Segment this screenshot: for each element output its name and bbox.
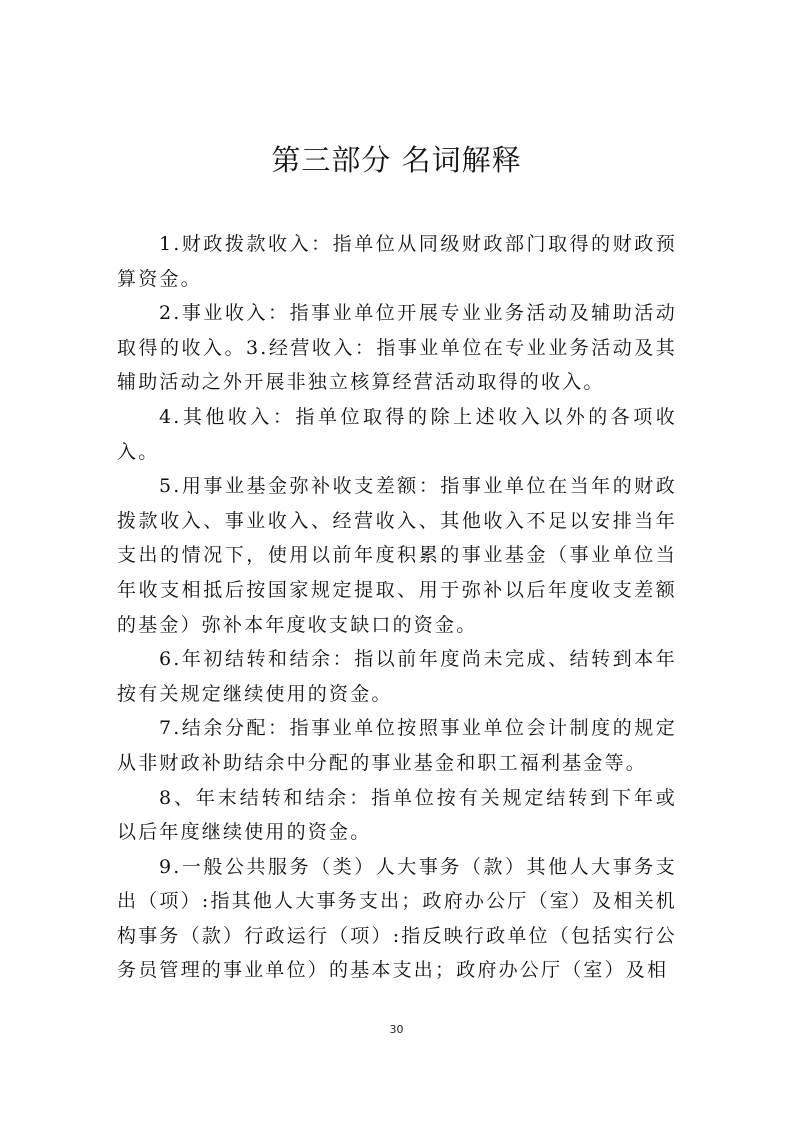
- paragraph-financial-appropriation-income: 1.财政拨款收入：指单位从同级财政部门取得的财政预算资金。: [117, 233, 677, 290]
- page-title: 第三部分 名词解释: [271, 143, 522, 177]
- paragraph-business-fund-compensation: 5.用事业基金弥补收支差额：指事业单位在当年的财政拨款收入、事业收入、经营收入、其他收入不足以安排当年支出的情况下，使用以前年度积累的事业基金（事业单位当年收支相抵后按国家规定提取、用于弥补以后年度收支差额的基金）弥补本年度收支缺口的资金。: [117, 475, 677, 636]
- paragraph-business-and-operating-income: 2.事业收入：指事业单位开展专业业务活动及辅助活动取得的收入。3.经营收入：指事业单位在专业业务活动及其辅助活动之外开展非独立核算经营活动取得的收入。: [117, 302, 677, 394]
- paragraph-year-end-carryover: 8、年末结转和结余：指单位按有关规定结转到下年或以后年度继续使用的资金。: [117, 786, 677, 844]
- paragraph-beginning-carryover: 6.年初结转和结余：指以前年度尚未完成、结转到本年按有关规定继续使用的资金。: [117, 648, 677, 705]
- document-body: [117, 227, 677, 988]
- page-number: 30: [389, 1023, 404, 1036]
- paragraph-other-income: 4.其他收入：指单位取得的除上述收入以外的各项收入。: [117, 405, 677, 463]
- paragraph-general-public-services: 9.一般公共服务（类）人大事务（款）其他人大事务支出（项）:指其他人大事务支出；政府办公厅（室）及相关机构事务（款）行政运行（项）:指反映行政单位（包括实行公务员管理的事业单位）的基本支出；政府办公厅（室）及相: [117, 855, 677, 982]
- paragraph-surplus-distribution: 7.结余分配：指事业单位按照事业单位会计制度的规定从非财政补助结余中分配的事业基金和职工福利基金等。: [117, 717, 677, 774]
